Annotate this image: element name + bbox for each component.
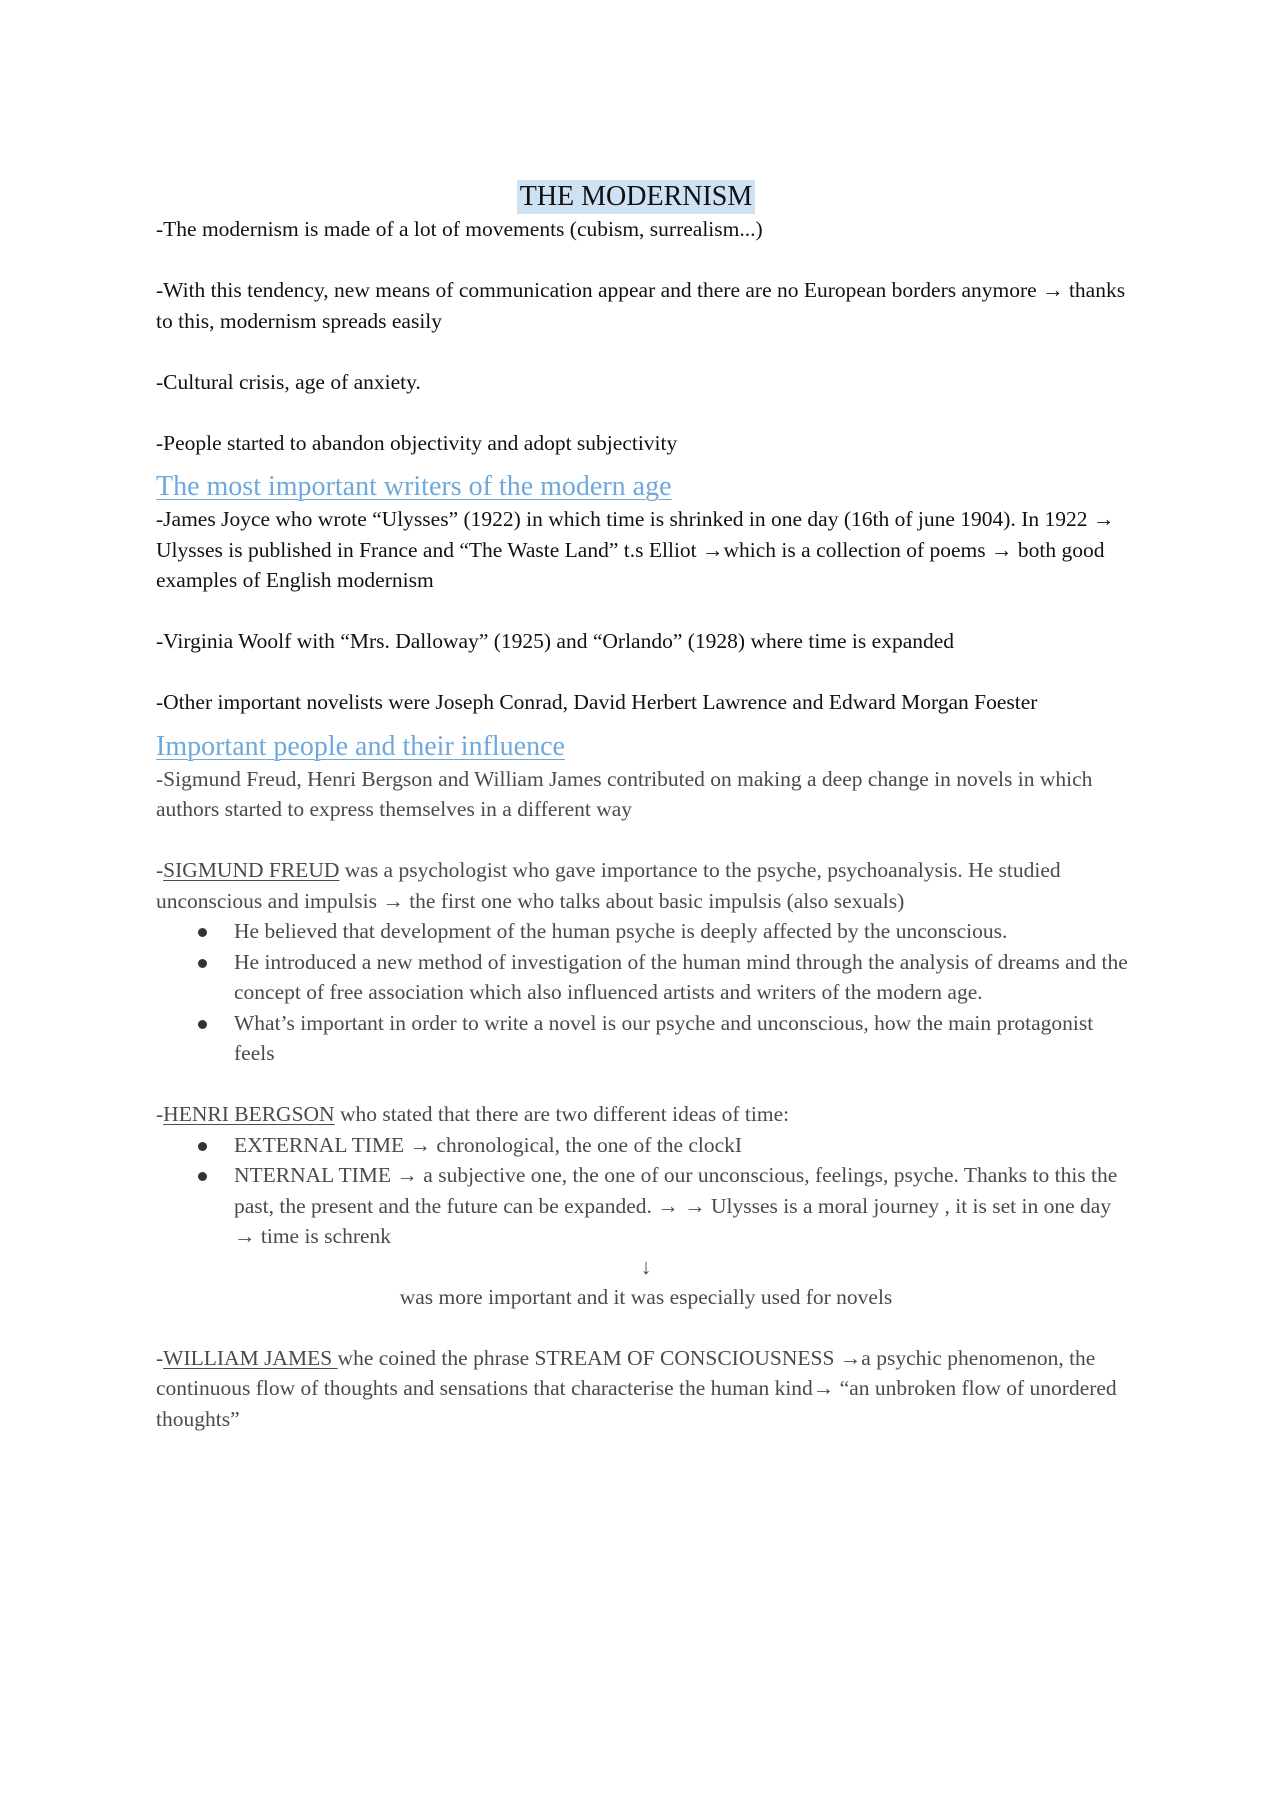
bergson-name: HENRI BERGSON bbox=[163, 1102, 335, 1126]
bergson-paragraph bbox=[156, 1099, 1136, 1130]
intro-paragraph-3: -Cultural crisis, age of anxiety. bbox=[156, 369, 421, 394]
bergson-bullet-2: NTERNAL TIME → a subjective one, the one of our unconscious, feelings, psyche. Thanks to this the past, the present and the future can be expanded. → → Ulysses is a moral journey , it is set in one day → time is schrenk bbox=[234, 1163, 1118, 1248]
freud-prefix: - bbox=[156, 858, 164, 882]
bergson-text: who stated that there are two different ideas of time: bbox=[334, 1102, 790, 1126]
freud-text: was a psychologist who gave importance to the psyche, psychoanalysis. He studied unconscious and impulsis → the first one who talks about basic impulsis (also sexuals) bbox=[156, 858, 1061, 913]
james-prefix: - bbox=[156, 1345, 164, 1370]
freud-bullet-list bbox=[156, 916, 1136, 1069]
james-paragraph bbox=[156, 1343, 1136, 1435]
title-wrapper bbox=[156, 180, 1136, 214]
freud-name: SIGMUND FREUD bbox=[163, 858, 340, 882]
bullet-icon bbox=[198, 959, 207, 968]
freud-paragraph bbox=[156, 855, 1136, 916]
section-heading-writers: The most important writers of the modern age bbox=[156, 471, 672, 502]
bullet-icon bbox=[198, 1142, 207, 1151]
freud-bullet-1: He believed that development of the human psyche is deeply affected by the unconscious. bbox=[234, 919, 1008, 943]
bergson-bullet-1: EXTERNAL TIME → chronological, the one of the clockI bbox=[234, 1132, 743, 1157]
influence-intro-paragraph: -Sigmund Freud, Henri Bergson and William James contributed on making a deep change in novels in which authors started to express themselves in a different way bbox=[156, 766, 1093, 821]
bergson-after-line: was more important and it was especially used for novels bbox=[399, 1284, 893, 1309]
list-item bbox=[156, 1130, 1136, 1161]
freud-bullet-2: He introduced a new method of investigation of the human mind through the analysis of dreams and the concept of free association which also influenced artists and writers of the modern age. bbox=[234, 949, 1128, 1004]
section-heading-influence: Important people and their influence bbox=[156, 730, 565, 762]
list-item bbox=[156, 947, 1136, 1008]
bullet-icon bbox=[198, 1172, 207, 1181]
intro-paragraph-2: -With this tendency, new means of communication appear and there are no European borders anymore → thanks to this, modernism spreads easily bbox=[156, 278, 1126, 333]
james-name: WILLIAM JAMES bbox=[163, 1345, 338, 1370]
intro-paragraph-4: -People started to abandon objectivity and adopt subjectivity bbox=[156, 430, 678, 455]
down-arrow-icon: ↓ bbox=[640, 1254, 652, 1279]
writers-paragraph-woolf: -Virginia Woolf with “Mrs. Dalloway” (1925) and “Orlando” (1928) where time is expanded bbox=[156, 629, 955, 653]
writers-paragraph-joyce: -James Joyce who wrote “Ulysses” (1922) in which time is shrinked in one day (16th of june 1904). In 1922 → Ulysses is published in France and “The Waste Land” t.s Elliot →which is a collection of poems → both good examples of English modernism bbox=[156, 507, 1115, 592]
list-item bbox=[156, 1160, 1136, 1252]
freud-bullet-3: What’s important in order to write a novel is our psyche and unconscious, how the main protagonist feels bbox=[234, 1010, 1094, 1065]
james-text: whe coined the phrase STREAM OF CONSCIOUSNESS →a psychic phenomenon, the continuous flow of thoughts and sensations that characterise the human kind→ “an unbroken flow of unordered thoughts” bbox=[156, 1345, 1117, 1431]
bergson-prefix: - bbox=[156, 1102, 164, 1126]
page-title: THE MODERNISM bbox=[517, 180, 756, 214]
document-page bbox=[156, 180, 1136, 1434]
list-item bbox=[156, 1008, 1136, 1069]
list-item bbox=[156, 916, 1136, 947]
intro-paragraph-1: -The modernism is made of a lot of movements (cubism, surrealism...) bbox=[156, 217, 763, 241]
bullet-icon bbox=[198, 928, 207, 937]
bergson-bullet-list bbox=[156, 1130, 1136, 1252]
bullet-icon bbox=[198, 1020, 207, 1029]
writers-paragraph-others: -Other important novelists were Joseph Conrad, David Herbert Lawrence and Edward Morgan Foester bbox=[156, 690, 1038, 714]
